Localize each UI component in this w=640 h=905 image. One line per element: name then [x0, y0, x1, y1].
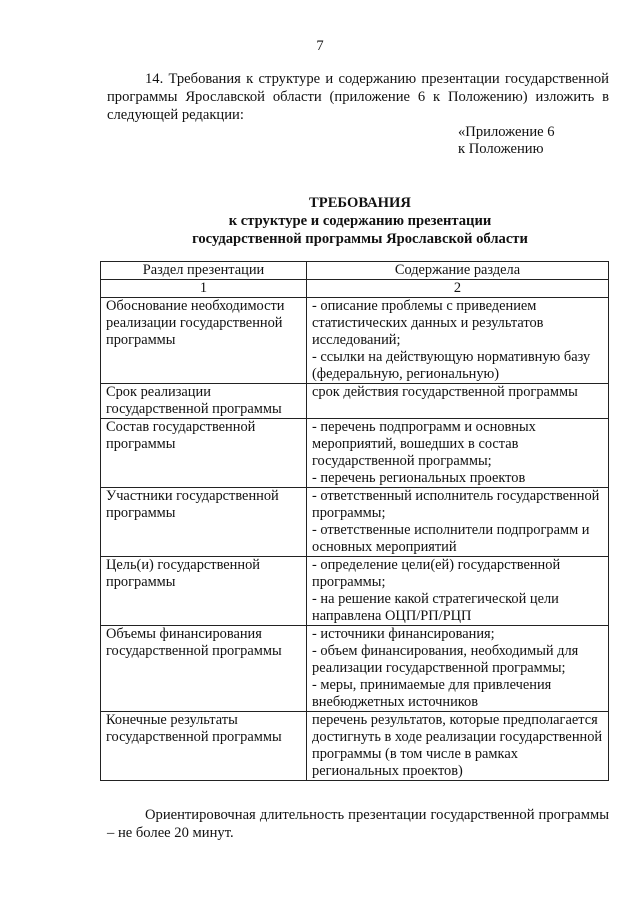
column-number-1: 1: [101, 280, 307, 298]
section-cell: Участники государственной программы: [101, 488, 307, 557]
heading-line-2: к структуре и содержанию презентации: [228, 213, 492, 229]
content-cell: [307, 626, 609, 712]
section-cell: Конечные результаты государственной программы: [101, 712, 307, 781]
appendix-line-2: к Положению: [458, 141, 544, 157]
content-item: - перечень региональных проектов: [312, 470, 526, 486]
content-item: - перечень подпрограмм и основных мероприятий, вошедших в состав государственной программы;: [312, 419, 536, 469]
footer-paragraph: Ориентировочная длительность презентации государственной программы – не более 20 минут.: [107, 807, 609, 841]
table-row: [101, 712, 609, 781]
table-number-row: [101, 280, 609, 298]
content-item: - определение цели(ей) государственной программы;: [312, 557, 561, 590]
column-header-content: Содержание раздела: [307, 262, 609, 280]
section-cell: Состав государственной программы: [101, 419, 307, 488]
section-cell: Срок реализации государственной программы: [101, 384, 307, 419]
appendix-line-1: «Приложение 6: [458, 124, 555, 140]
content-cell: [307, 384, 609, 419]
content-cell: [307, 557, 609, 626]
content-item: - ответственные исполнители подпрограмм и основных мероприятий: [312, 522, 590, 555]
content-cell: [307, 488, 609, 557]
section-cell: Обоснование необходимости реализации государственной программы: [101, 298, 307, 384]
content-item: - на решение какой стратегической цели направлена ОЦП/РП/РЦП: [312, 591, 559, 624]
heading-line-3: государственной программы Ярославской области: [192, 231, 528, 247]
table-row: [101, 557, 609, 626]
content-item: - источники финансирования;: [312, 626, 495, 642]
content-item: перечень результатов, которые предполагается достигнуть в ходе реализации государственной программы (в том числе в рамках региональных проектов): [312, 712, 603, 779]
content-cell: [307, 712, 609, 781]
content-item: - меры, принимаемые для привлечения внебюджетных источников: [312, 677, 552, 710]
intro-paragraph: 14. Требования к структуре и содержанию презентации государственной программы Ярославской области (приложение 6 к Положению) изложить в следующей редакции:: [107, 71, 609, 123]
section-cell: Объемы финансирования государственной программы: [101, 626, 307, 712]
content-cell: [307, 419, 609, 488]
document-heading: [100, 194, 620, 248]
section-cell: Цель(и) государственной программы: [101, 557, 307, 626]
column-header-section: Раздел презентации: [101, 262, 307, 280]
content-item: - объем финансирования, необходимый для реализации государственной программы;: [312, 643, 579, 676]
table-row: [101, 626, 609, 712]
table-row: [101, 298, 609, 384]
content-item: - ответственный исполнитель государственной программы;: [312, 488, 600, 521]
column-number-2: 2: [307, 280, 609, 298]
page-number: 7: [316, 38, 324, 54]
content-cell: [307, 298, 609, 384]
table-row: [101, 488, 609, 557]
heading-title: ТРЕБОВАНИЯ: [309, 195, 411, 211]
content-item: - описание проблемы с приведением статистических данных и результатов исследований;: [312, 298, 544, 348]
table-row: [101, 384, 609, 419]
content-item: срок действия государственной программы: [312, 384, 578, 400]
table-row: [101, 419, 609, 488]
appendix-reference: [458, 124, 618, 158]
requirements-table: [100, 261, 609, 781]
content-item: - ссылки на действующую нормативную базу (федеральную, региональную): [312, 349, 591, 382]
table-header-row: [101, 262, 609, 280]
